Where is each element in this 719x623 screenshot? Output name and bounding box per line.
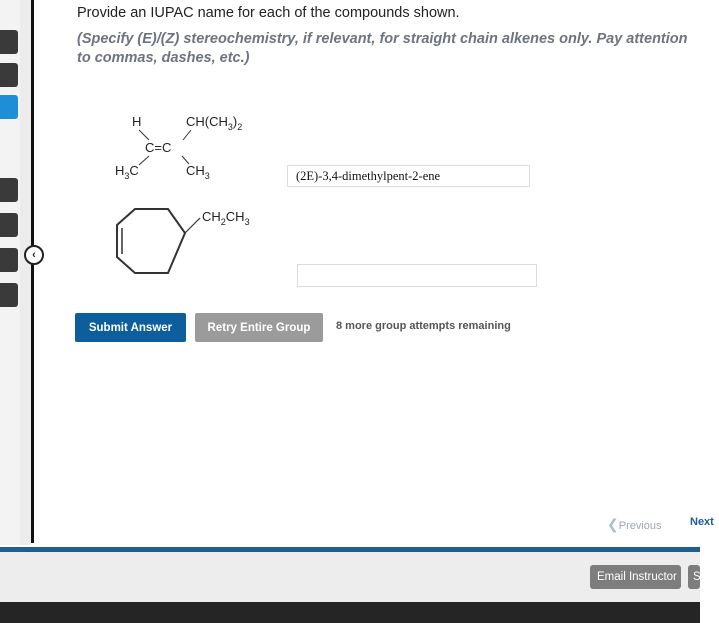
previous-label: Previous (618, 520, 662, 532)
next-link[interactable]: Next (690, 516, 714, 528)
collapse-chevron-icon[interactable]: ‹ (24, 245, 44, 265)
submit-answer-button[interactable]: Submit Answer (75, 313, 186, 342)
cyclooctene-ring (117, 209, 185, 273)
compound-1-bottom-left-group: $H_3C$ (115, 163, 139, 181)
compound-1-double-bond: C=C (145, 140, 172, 155)
save-button[interactable]: Save (688, 565, 700, 589)
compound-2-structure (105, 200, 275, 285)
email-instructor-button[interactable]: Email Instructor (590, 565, 681, 589)
sidebar-tab-2[interactable] (0, 63, 18, 87)
bond-upper-left (139, 130, 149, 140)
question-title: Provide an IUPAC name for each of the compounds shown. (77, 5, 460, 21)
attempts-remaining: 8 more group attempts remaining (336, 320, 511, 332)
left-sidebar (0, 0, 20, 545)
compound-2-answer-input[interactable] (297, 264, 537, 287)
bond-to-ethyl (185, 218, 200, 233)
previous-link[interactable] (607, 516, 662, 533)
sidebar-tab-1[interactable] (0, 30, 18, 54)
compound-1-top-left-atom: H (132, 114, 142, 129)
question-instructions: (Specify (E)/(Z) stereochemistry, if relevant, for straight chain alkenes only. Pay attention to commas, dashes, etc.) (77, 31, 688, 66)
chevron-left-icon: ❮ (607, 516, 619, 532)
bottom-bar (0, 602, 700, 623)
content-divider (31, 0, 34, 543)
sidebar-tab-active[interactable] (0, 95, 18, 119)
bond-upper-right (183, 130, 191, 140)
compound-2-substituent: $CH_2CH_3$ (202, 209, 250, 227)
compound-1-answer-input[interactable] (287, 165, 530, 187)
sidebar-tab-5[interactable] (0, 213, 18, 237)
compound-1-top-right-group: $CH(CH_3)_2$ (186, 114, 243, 132)
sidebar-gutter (20, 0, 31, 545)
retry-group-button[interactable]: Retry Entire Group (195, 313, 323, 342)
sidebar-tab-7[interactable] (0, 283, 18, 307)
bond-lower-left (139, 156, 149, 165)
sidebar-tab-6[interactable] (0, 248, 18, 272)
compound-1-bottom-right-group: $CH_3$ (186, 163, 210, 181)
sidebar-tab-4[interactable] (0, 178, 18, 202)
compound-1-structure (105, 108, 275, 186)
